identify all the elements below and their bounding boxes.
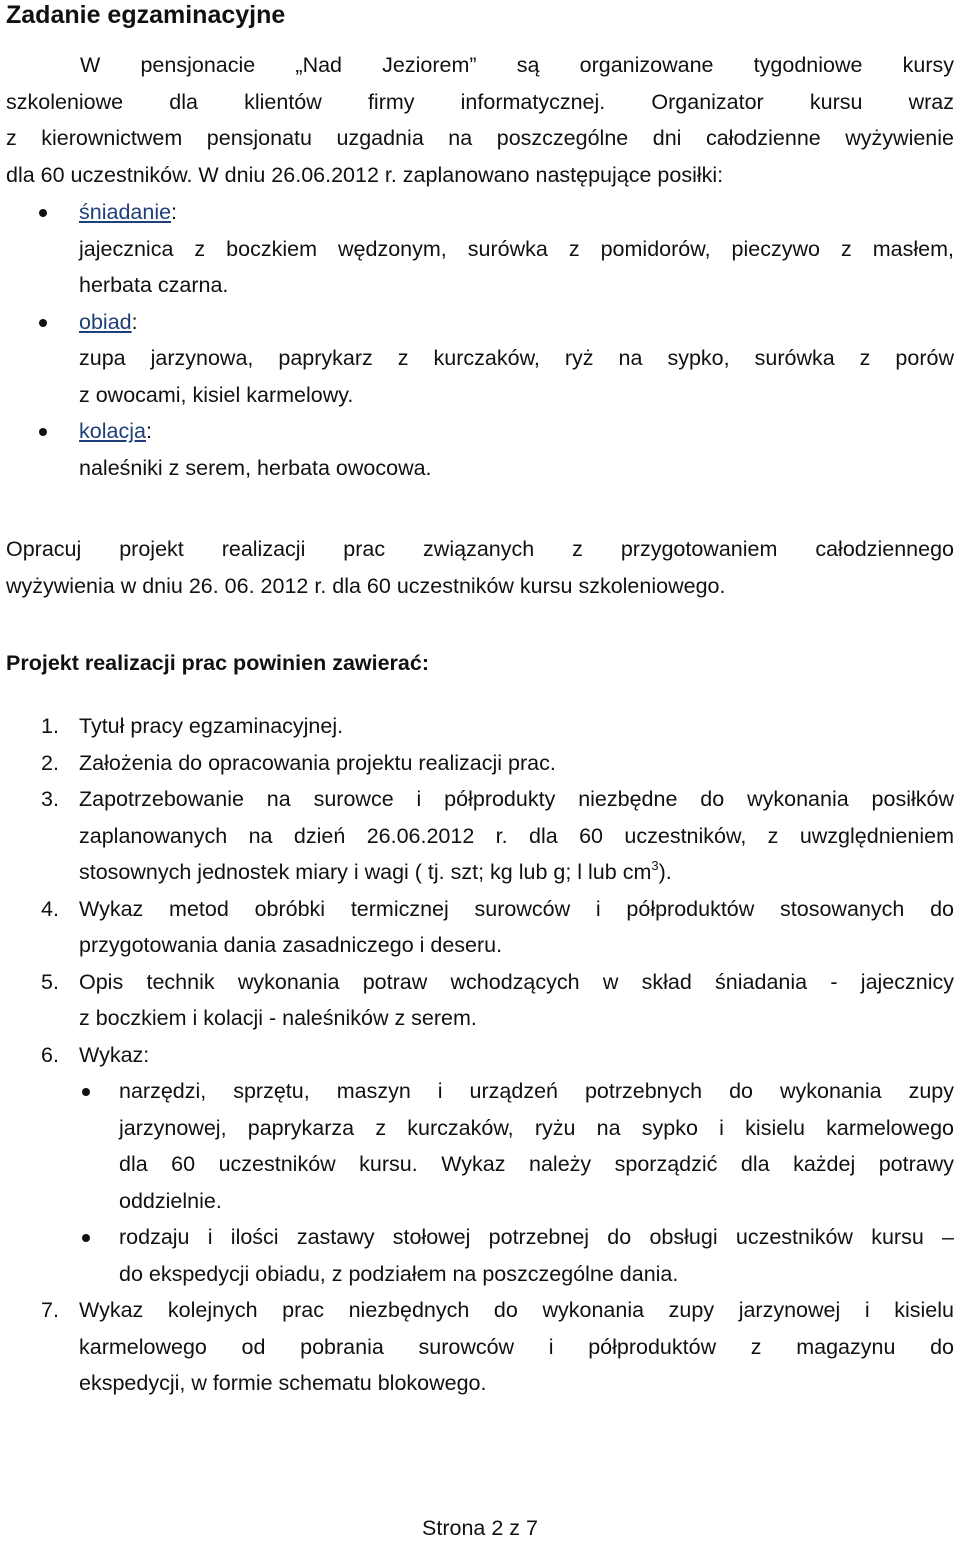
page-footer: Strona 2 z 7 xyxy=(422,1516,538,1540)
superscript: 3 xyxy=(651,858,659,873)
item-line: Zapotrzebowanie na surowce i półprodukty niezbędne do wykonania posiłków xyxy=(79,787,954,811)
bullet-dot-icon xyxy=(39,209,47,217)
meal-label: śniadanie xyxy=(79,200,172,224)
requirement-item xyxy=(6,745,954,782)
item-number: 7. xyxy=(41,1298,59,1322)
requirement-item xyxy=(6,964,954,1037)
meal-label: kolacja xyxy=(79,419,146,443)
meal-description-line: naleśniki z serem, herbata owocowa. xyxy=(79,455,432,480)
item-line: Tytuł pracy egzaminacyjnej. xyxy=(79,714,344,738)
meal-description-line: jajecznica z boczkiem wędzonym, surówka z pomidorów, pieczywo z masłem, xyxy=(79,236,954,261)
intro-paragraph xyxy=(6,47,954,193)
bullet-dot-icon xyxy=(39,428,47,436)
requirements-list xyxy=(6,708,954,1402)
item-line-end: ). xyxy=(658,860,672,884)
sub-item-line: rodzaju i ilości zastawy stołowej potrzebnej do obsługi uczestników kursu – xyxy=(119,1225,954,1249)
item-line: Wykaz kolejnych prac niezbędnych do wykonania zupy jarzynowej i kisielu xyxy=(79,1298,954,1322)
item-line: Wykaz metod obróbki termicznej surowców i półproduktów stosowanych do xyxy=(79,896,954,921)
intro-line: szkoleniowe dla klientów firmy informatycznej. Organizator kursu wraz xyxy=(6,89,954,114)
item-line: ekspedycji, w formie schematu blokowego. xyxy=(79,1371,487,1395)
meal-item-kolacja xyxy=(6,413,954,486)
task-paragraph xyxy=(6,531,954,604)
item-number: 1. xyxy=(41,714,59,738)
task-line: Opracuj projekt realizacji prac związanych z przygotowaniem całodziennego xyxy=(6,537,954,561)
bullet-dot-icon xyxy=(39,319,47,327)
sub-item-line: narzędzi, sprzętu, maszyn i urządzeń potrzebnych do wykonania zupy xyxy=(119,1079,954,1103)
item-line: przygotowania dania zasadniczego i deseru. xyxy=(79,933,503,957)
meal-description-line: z owocami, kisiel karmelowy. xyxy=(79,382,354,407)
sub-item-line: oddzielnie. xyxy=(119,1188,222,1213)
bullet-dot-icon xyxy=(82,1234,90,1242)
meal-label-row xyxy=(79,413,954,450)
requirement-item xyxy=(6,1037,954,1293)
item-number: 4. xyxy=(41,896,59,921)
item-line: zaplanowanych na dzień 26.06.2012 r. dla 60 uczestników, z uwzględnieniem xyxy=(79,823,954,848)
requirement-item xyxy=(6,708,954,745)
intro-line: W pensjonacie „Nad Jeziorem” są organizowane tygodniowe kursy xyxy=(80,53,954,77)
meal-label: obiad xyxy=(79,309,132,334)
item-number: 2. xyxy=(41,750,59,775)
sub-item xyxy=(79,1073,954,1219)
meal-label-colon: : xyxy=(145,419,152,443)
sub-item-line: dla 60 uczestników kursu. Wykaz należy sporządzić dla każdej potrawy xyxy=(119,1152,954,1176)
meal-label-colon: : xyxy=(131,309,138,334)
document-title: Zadanie egzaminacyjne xyxy=(6,1,286,29)
meal-item-obiad xyxy=(6,304,954,414)
sub-list xyxy=(79,1073,954,1292)
item-line: Opis technik wykonania potraw wchodzących w skład śniadania - jajecznicy xyxy=(79,969,954,994)
meal-description-line: zupa jarzynowa, paprykarz z kurczaków, ryż na sypko, surówka z porów xyxy=(79,346,954,370)
item-line: Założenia do opracowania projektu realizacji prac. xyxy=(79,750,556,775)
meal-label-row xyxy=(79,194,954,231)
item-number: 3. xyxy=(41,787,59,811)
sub-item xyxy=(79,1219,954,1292)
intro-line: z kierownictwem pensjonatu uzgadnia na poszczególne dni całodzienne wyżywienie xyxy=(6,126,954,150)
requirement-item xyxy=(6,891,954,964)
item-line: karmelowego od pobrania surowców i półproduktów z magazynu do xyxy=(79,1334,954,1359)
item-line-text: stosownych jednostek miary i wagi ( tj. szt; kg lub g; l lub cm xyxy=(79,860,652,884)
task-line: wyżywienia w dniu 26. 06. 2012 r. dla 60 uczestników kursu szkoleniowego. xyxy=(6,573,726,598)
meal-description-line: herbata czarna. xyxy=(79,273,229,297)
section-heading: Projekt realizacji prac powinien zawierać: xyxy=(6,651,429,675)
item-number: 6. xyxy=(41,1042,59,1067)
sub-item-line: do ekspedycji obiadu, z podziałem na poszczególne dania. xyxy=(119,1261,679,1286)
bullet-dot-icon xyxy=(82,1088,90,1096)
item-line: z boczkiem i kolacji - naleśników z serem. xyxy=(79,1006,477,1030)
meal-label-row xyxy=(79,304,954,341)
intro-line: dla 60 uczestników. W dniu 26.06.2012 r. zaplanowano następujące posiłki: xyxy=(6,162,724,187)
item-number: 5. xyxy=(41,969,59,994)
requirement-item xyxy=(6,781,954,891)
meals-list xyxy=(6,194,954,486)
meal-label-colon: : xyxy=(171,200,178,224)
requirement-item xyxy=(6,1292,954,1402)
sub-item-line: jarzynowej, paprykarza z kurczaków, ryżu na sypko i kisielu karmelowego xyxy=(119,1115,954,1140)
item-line xyxy=(79,854,954,891)
meal-item-sniadanie xyxy=(6,194,954,304)
item-line: Wykaz: xyxy=(79,1042,150,1067)
